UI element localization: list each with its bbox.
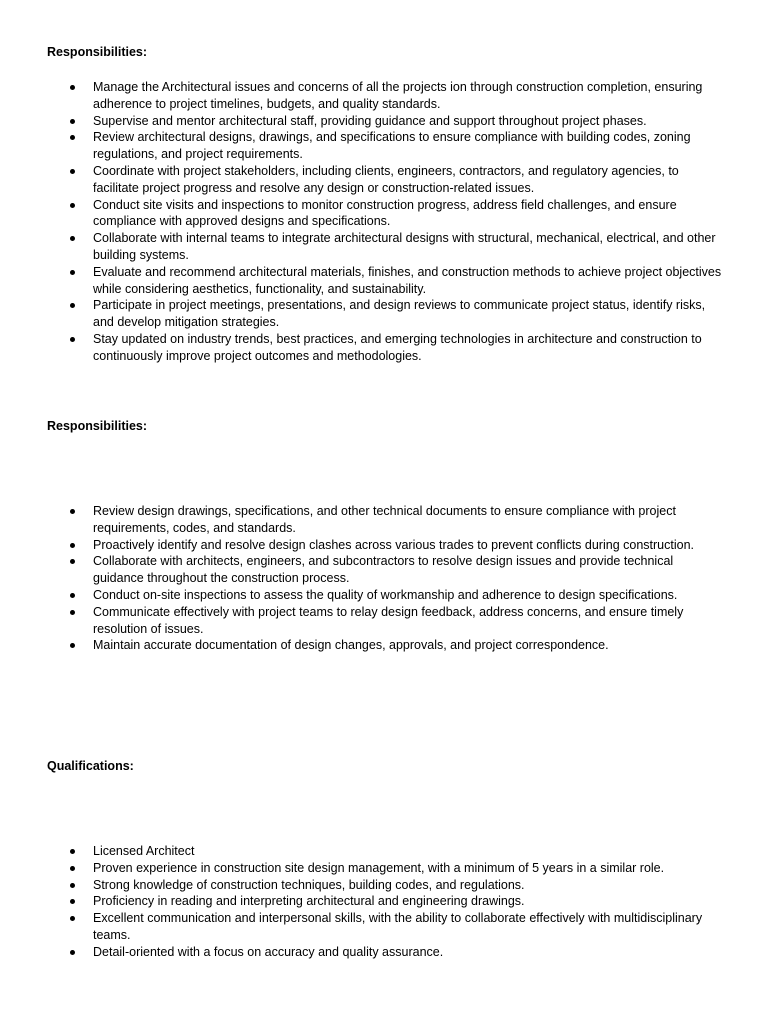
list-item bbox=[0, 637, 768, 654]
list-item-text: Stay updated on industry trends, best practices, and emerging technologies in architecture and construction to continuously improve project outcomes and methodologies. bbox=[93, 331, 702, 363]
list-item bbox=[0, 79, 768, 113]
list-item bbox=[0, 331, 768, 365]
bullet-icon bbox=[70, 119, 75, 124]
list-item-text: Strong knowledge of construction techniques, building codes, and regulations. bbox=[93, 877, 525, 892]
list-item bbox=[0, 163, 768, 197]
list-item bbox=[0, 910, 768, 944]
list-item-text: Maintain accurate documentation of design changes, approvals, and project correspondence. bbox=[93, 638, 609, 653]
bullet-icon bbox=[70, 303, 75, 308]
section-heading-responsibilities-2: Responsibilities: bbox=[47, 419, 148, 433]
list-item-text: Coordinate with project stakeholders, including clients, engineers, contractors, and regulatory agencies, to facilitate project progress and resolve any design or construction-related issues. bbox=[93, 163, 679, 195]
list-item bbox=[0, 553, 768, 587]
list-item-text: Proven experience in construction site design management, with a minimum of 5 years in a similar role. bbox=[93, 860, 665, 875]
bullet-icon bbox=[70, 169, 75, 174]
bullet-icon bbox=[70, 559, 75, 564]
bullet-icon bbox=[70, 203, 75, 208]
bullet-icon bbox=[70, 337, 75, 342]
bullet-icon bbox=[70, 916, 75, 921]
bullet-icon bbox=[70, 883, 75, 888]
section-heading-qualifications: Qualifications: bbox=[47, 759, 134, 773]
list-item bbox=[0, 537, 768, 554]
qualifications-list bbox=[0, 843, 768, 961]
list-item bbox=[0, 230, 768, 264]
bullet-icon bbox=[70, 543, 75, 548]
list-item-text: Proactively identify and resolve design clashes across various trades to prevent conflicts during construction. bbox=[93, 537, 694, 552]
list-item-text: Collaborate with architects, engineers, and subcontractors to resolve design issues and provide technical guidance throughout the construction process. bbox=[93, 554, 674, 586]
list-item bbox=[0, 944, 768, 961]
list-item bbox=[0, 893, 768, 910]
list-item bbox=[0, 860, 768, 877]
list-item-text: Review architectural designs, drawings, and specifications to ensure compliance with building codes, zoning regulations, and project requirements. bbox=[93, 130, 691, 162]
list-item bbox=[0, 297, 768, 331]
list-item bbox=[0, 587, 768, 604]
bullet-icon bbox=[70, 849, 75, 854]
list-item-text: Licensed Architect bbox=[93, 844, 195, 858]
bullet-icon bbox=[70, 593, 75, 598]
list-item-text: Communicate effectively with project teams to relay design feedback, address concerns, and ensure timely resolution of issues. bbox=[93, 604, 684, 636]
bullet-icon bbox=[70, 610, 75, 615]
section-heading-responsibilities-1: Responsibilities: bbox=[47, 45, 148, 59]
bullet-icon bbox=[70, 866, 75, 871]
list-item-text: Collaborate with internal teams to integrate architectural designs with structural, mechanical, electrical, and other building systems. bbox=[93, 231, 716, 262]
list-item bbox=[0, 604, 768, 638]
list-item-text: Review design drawings, specifications, and other technical documents to ensure compliance with project requirements, codes, and standards. bbox=[93, 504, 676, 535]
list-item-text: Proficiency in reading and interpreting architectural and engineering drawings. bbox=[93, 894, 525, 909]
list-item bbox=[0, 197, 768, 231]
bullet-icon bbox=[70, 509, 75, 514]
list-item bbox=[0, 129, 768, 163]
list-item-text: Manage the Architectural issues and concerns of all the projects ion through construction completion, ensuring adherence to project timelines, budgets, and quality standards. bbox=[93, 80, 703, 111]
list-item-text: Conduct site visits and inspections to monitor construction progress, address field challenges, and ensure compliance with approved designs and specifications. bbox=[93, 197, 677, 229]
bullet-icon bbox=[70, 236, 75, 241]
list-item bbox=[0, 843, 768, 860]
list-item bbox=[0, 503, 768, 537]
bullet-icon bbox=[70, 135, 75, 140]
bullet-icon bbox=[70, 950, 75, 955]
list-item-text: Detail-oriented with a focus on accuracy and quality assurance. bbox=[93, 944, 444, 959]
list-item-text: Excellent communication and interpersonal skills, with the ability to collaborate effectively with multidisciplinary teams. bbox=[93, 911, 703, 942]
responsibilities-list-1 bbox=[0, 79, 768, 365]
list-item bbox=[0, 113, 768, 130]
list-item-text: Conduct on-site inspections to assess the quality of workmanship and adherence to design specifications. bbox=[93, 587, 678, 602]
list-item-text: Evaluate and recommend architectural materials, finishes, and construction methods to achieve project objectives while considering aesthetics, functionality, and sustainability. bbox=[93, 264, 722, 296]
list-item bbox=[0, 264, 768, 298]
bullet-icon bbox=[70, 270, 75, 275]
bullet-icon bbox=[70, 899, 75, 904]
bullet-icon bbox=[70, 643, 75, 648]
list-item bbox=[0, 877, 768, 894]
responsibilities-list-2 bbox=[0, 503, 768, 654]
list-item-text: Participate in project meetings, presentations, and design reviews to communicate project status, identify risks, and develop mitigation strategies. bbox=[93, 298, 706, 330]
list-item-text: Supervise and mentor architectural staff, providing guidance and support throughout project phases. bbox=[93, 113, 647, 128]
bullet-icon bbox=[70, 85, 75, 90]
